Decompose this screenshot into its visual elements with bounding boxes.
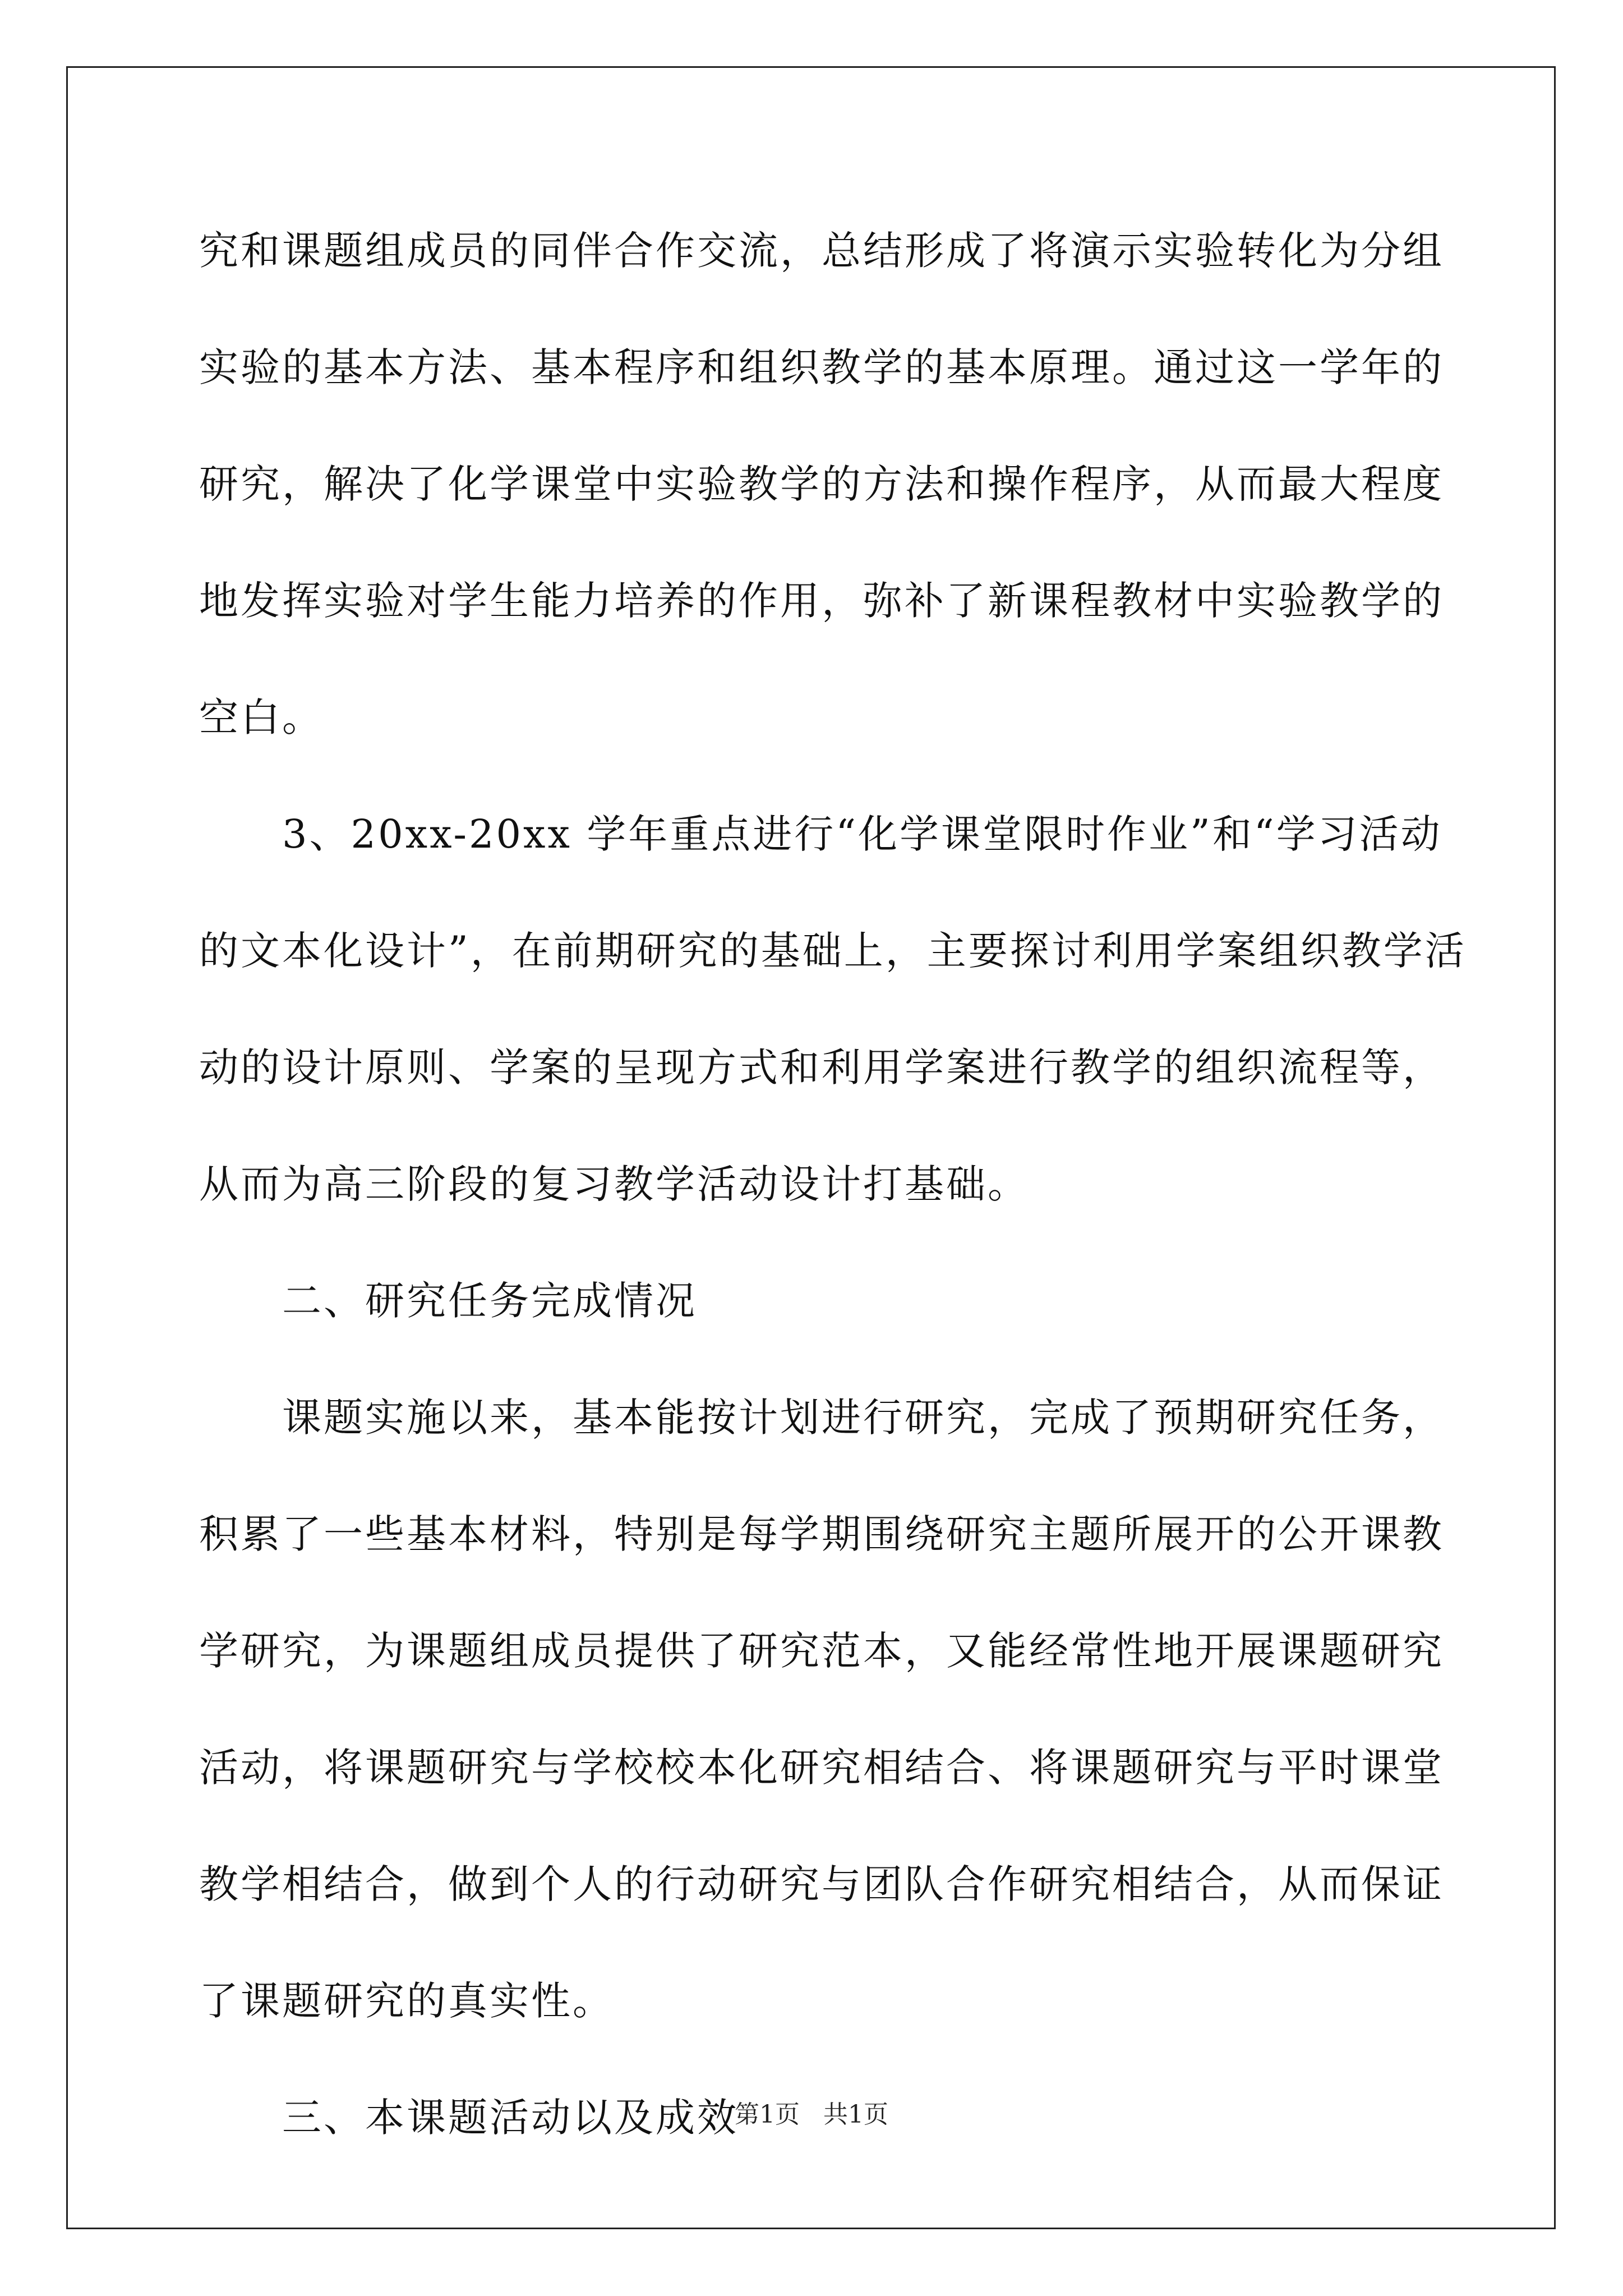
text-line: 3、20xx-20xx 学年重点进行“化学课堂限时作业”和“学习活动 [282, 811, 1442, 857]
text-line: 教学相结合，做到个人的行动研究与团队合作研究相结合，从而保证 [199, 1861, 1444, 1907]
document-body [199, 209, 1467, 2192]
text-line: 的文本化设计”，在前期研究的基础上，主要探讨利用学案组织教学活 [199, 928, 1467, 974]
text-line: 了课题研究的真实性。 [199, 1978, 614, 2024]
text-line: 学研究，为课题组成员提供了研究范本，又能经常性地开展课题研究 [199, 1628, 1444, 1674]
text-line: 从而为高三阶段的复习教学活动设计打基础。 [199, 1161, 1029, 1207]
text-line: 究和课题组成员的同伴合作交流，总结形成了将演示实验转化为分组 [199, 228, 1444, 274]
text-line: 活动，将课题研究与学校校本化研究相结合、将课题研究与平时课堂 [199, 1745, 1444, 1791]
text-line: 动的设计原则、学案的呈现方式和利用学案进行教学的组织流程等， [199, 1045, 1444, 1091]
page-number-footer: 第1页 共1页 [735, 2100, 888, 2129]
text-line: 课题实施以来，基本能按计划进行研究，完成了预期研究任务， [282, 1395, 1444, 1441]
text-line: 积累了一些基本材料，特别是每学期围绕研究主题所展开的公开课教 [199, 1511, 1444, 1557]
text-line: 空白。 [199, 694, 324, 740]
section-heading: 二、研究任务完成情况 [282, 1278, 697, 1324]
text-line: 实验的基本方法、基本程序和组织教学的基本原理。通过这一学年的 [199, 344, 1444, 390]
text-line: 研究，解决了化学课堂中实验教学的方法和操作程序，从而最大程度 [199, 461, 1444, 507]
section-heading: 三、本课题活动以及成效 [282, 2095, 739, 2141]
text-line: 地发挥实验对学生能力培养的作用，弥补了新课程教材中实验教学的 [199, 578, 1444, 624]
